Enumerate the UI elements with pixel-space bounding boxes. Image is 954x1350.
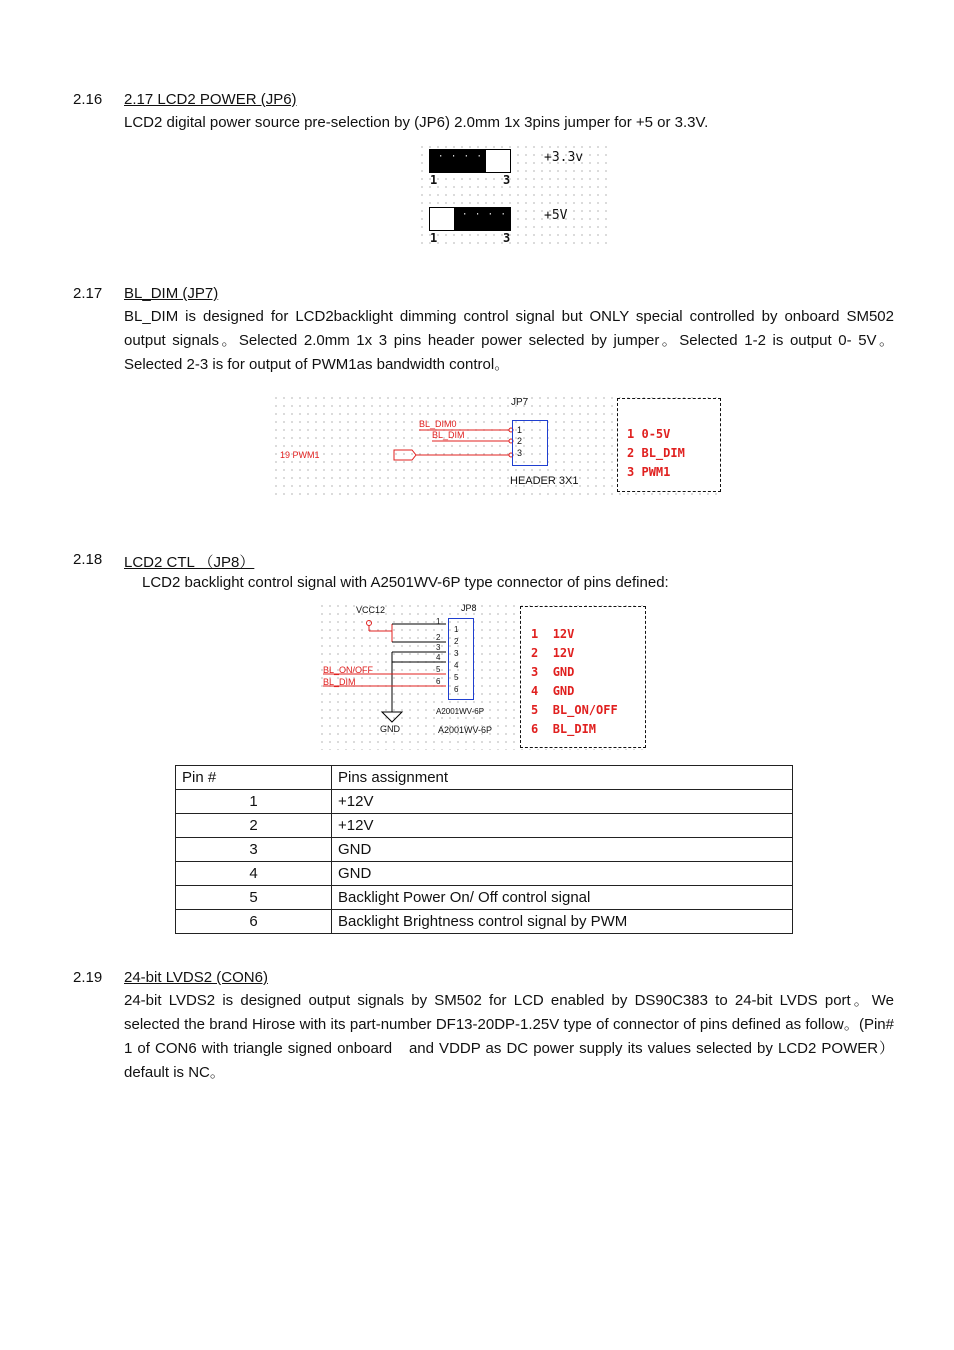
jp6-jumper-dots-bottom: · · · · <box>462 210 507 220</box>
jp6-header-top <box>429 149 511 173</box>
jp8-pin-2: 2 <box>454 637 459 646</box>
section-text-lcd2-power: LCD2 digital power source pre-selection by (JP6) 2.0mm 1x 3pins jumper for +5 or 3.3V. <box>124 114 709 131</box>
jp7-legend-num-2: 2 <box>627 446 635 460</box>
section-number-218: 2.18 <box>73 551 103 568</box>
table-cell-pin: 2 <box>176 814 332 838</box>
jp7-pin-2: 2 <box>517 436 523 446</box>
jp8-part-name-1: A2001WV-6P <box>436 707 485 716</box>
jp8-legend-num-2: 2 <box>531 646 539 660</box>
jp7-legend-num-1: 1 <box>627 427 635 441</box>
jp8-pinno-5: 5 <box>436 665 441 674</box>
jp8-legend-num-6: 6 <box>531 722 539 736</box>
jp8-pin-5: 5 <box>454 673 459 682</box>
jp6-jumper-cap-bottom <box>454 208 510 230</box>
jp8-legend-row-4 <box>531 684 574 698</box>
jp7-pin-1: 1 <box>517 425 523 435</box>
jp6-label-5v: +5V <box>544 208 568 223</box>
jp7-legend-row-2 <box>627 446 685 460</box>
jp7-legend-val-3: PWM1 <box>641 465 671 479</box>
table-row <box>176 790 793 814</box>
section-number-216: 2.16 <box>73 91 103 108</box>
table-header-row <box>176 766 793 790</box>
jp7-net-pwm1: 19 PWM1 <box>280 450 320 460</box>
jp8-legend-num-1: 1 <box>531 627 539 641</box>
jp7-legend <box>617 398 721 492</box>
jp8-legend-num-5: 5 <box>531 703 539 717</box>
jp8-ref: JP8 <box>461 603 477 613</box>
jp8-legend-val-4: GND <box>552 684 575 698</box>
jp8-legend <box>520 606 646 748</box>
jp6-header-bottom <box>429 207 511 231</box>
table-cell-assignment: Backlight Brightness control signal by PWM <box>332 910 793 934</box>
table-cell-assignment: Backlight Power On/ Off control signal <box>332 886 793 910</box>
section-number-217: 2.17 <box>73 285 103 302</box>
jp8-vcc-label: VCC12 <box>356 605 386 615</box>
jp8-net-bl-onoff: BL_ON/OFF <box>323 665 374 675</box>
table-cell-pin: 1 <box>176 790 332 814</box>
jp6-pin-end-bottom: 3 <box>503 231 511 245</box>
table-cell-pin: 6 <box>176 910 332 934</box>
jp7-offpage-connector <box>394 450 416 460</box>
jp8-pin-6: 6 <box>454 685 459 694</box>
jp8-pinno-2: 2 <box>436 633 441 642</box>
table-row <box>176 814 793 838</box>
jp7-legend-row-3 <box>627 465 670 479</box>
jp8-legend-row-1 <box>531 627 574 641</box>
jp8-pinno-6: 6 <box>436 677 441 686</box>
jp7-legend-row-1 <box>627 427 670 441</box>
table-cell-assignment: +12V <box>332 790 793 814</box>
section-text-bl-dim: BL_DIM is designed for LCD2backlight dimming control signal but ONLY special controlled by onboard SM502 output signals。Selected 2.0mm 1x 3 pins header power selected by jumper。Selected 1-2 is output 0- 5V。Selected 2-3 is for output of PWM1as bandwidth control。 <box>124 308 894 373</box>
jp8-pinno-1: 1 <box>436 617 441 626</box>
jp6-pin-start-top: 1 <box>430 173 438 187</box>
jp8-vcc-symbol <box>367 621 372 626</box>
table-cell-assignment: GND <box>332 838 793 862</box>
section-text-lvds2: 24-bit LVDS2 is designed output signals by SM502 for LCD enabled by DS90C383 to 24-bit LVDS port。We selected the brand Hirose with its part-number DF13-20DP-1.25V type of connector of pins defined as follow。(Pin# 1 of CON6 with triangle signed onboard and VDDP as DC power supply its values selected by LCD2 POWER）default is NC。 <box>124 992 894 1081</box>
jp6-jumper-dots-top: · · · · <box>438 152 483 162</box>
jp6-jumper-cap-top <box>430 150 486 172</box>
jp8-gnd-label: GND <box>380 724 400 734</box>
table-row <box>176 838 793 862</box>
jp8-schematic <box>318 602 648 750</box>
jp8-legend-val-5: BL_ON/OFF <box>552 703 618 717</box>
jp8-connector-box <box>448 618 474 700</box>
table-row <box>176 862 793 886</box>
jp8-pin-3: 3 <box>454 649 459 658</box>
jp8-pin-4: 4 <box>454 661 459 670</box>
section-number-219: 2.19 <box>73 969 103 986</box>
jp8-pinno-4: 4 <box>436 653 441 662</box>
jp7-pin-3: 3 <box>517 448 523 458</box>
jp8-legend-val-1: 12V <box>552 627 575 641</box>
table-cell-pin: 4 <box>176 862 332 886</box>
jp8-legend-row-6 <box>531 722 596 736</box>
table-row <box>176 910 793 934</box>
table-cell-assignment: GND <box>332 862 793 886</box>
jp6-label-3v3: +3.3v <box>544 150 584 165</box>
table-cell-pin: 3 <box>176 838 332 862</box>
table-cell-pin: 5 <box>176 886 332 910</box>
jp8-legend-num-4: 4 <box>531 684 539 698</box>
pin-assignment-table <box>175 765 793 934</box>
jp8-net-bl-dim: BL_DIM <box>323 677 356 687</box>
jp8-gnd-symbol <box>382 712 402 722</box>
jp6-diagram <box>418 143 608 247</box>
section-heading-lcd2-ctl: LCD2 CTL （JP8） <box>124 554 255 571</box>
section-heading-bl-dim: BL_DIM (JP7) <box>124 285 219 302</box>
table-header-assignment: Pins assignment <box>332 766 793 790</box>
table-cell-assignment: +12V <box>332 814 793 838</box>
jp7-part-name: HEADER 3X1 <box>510 475 579 487</box>
jp8-legend-val-3: GND <box>552 665 575 679</box>
jp7-net-bl-dim0: BL_DIM0 <box>419 419 457 429</box>
jp6-pin-end-top: 3 <box>503 173 511 187</box>
section-text-lcd2-ctl: LCD2 backlight control signal with A2501WV-6P type connector of pins defined: <box>142 574 669 591</box>
jp7-wires <box>272 394 532 498</box>
jp7-net-bl-dim: BL_DIM <box>432 430 465 440</box>
jp6-pin-start-bottom: 1 <box>430 231 438 245</box>
jp7-legend-val-1: 0-5V <box>641 427 671 441</box>
jp8-part-name-2: A2001WV-6P <box>438 725 493 735</box>
jp7-legend-val-2: BL_DIM <box>641 446 685 460</box>
jp7-ref: JP7 <box>511 397 529 408</box>
table-row <box>176 886 793 910</box>
jp7-header-box <box>512 420 548 466</box>
jp7-schematic <box>272 394 722 498</box>
jp8-pinno-3: 3 <box>436 643 441 652</box>
jp8-legend-val-6: BL_DIM <box>552 722 597 736</box>
jp8-pin-1: 1 <box>454 625 459 634</box>
jp7-legend-num-3: 3 <box>627 465 635 479</box>
section-heading-lvds2: 24-bit LVDS2 (CON6) <box>124 969 268 986</box>
jp8-legend-row-3 <box>531 665 574 679</box>
jp8-legend-val-2: 12V <box>552 646 575 660</box>
jp8-legend-row-2 <box>531 646 574 660</box>
jp8-legend-num-3: 3 <box>531 665 539 679</box>
section-heading-lcd2-power: 2.17 LCD2 POWER (JP6) <box>124 91 297 108</box>
jp8-wires <box>318 602 468 750</box>
table-header-pin: Pin # <box>176 766 332 790</box>
jp8-legend-row-5 <box>531 703 618 717</box>
